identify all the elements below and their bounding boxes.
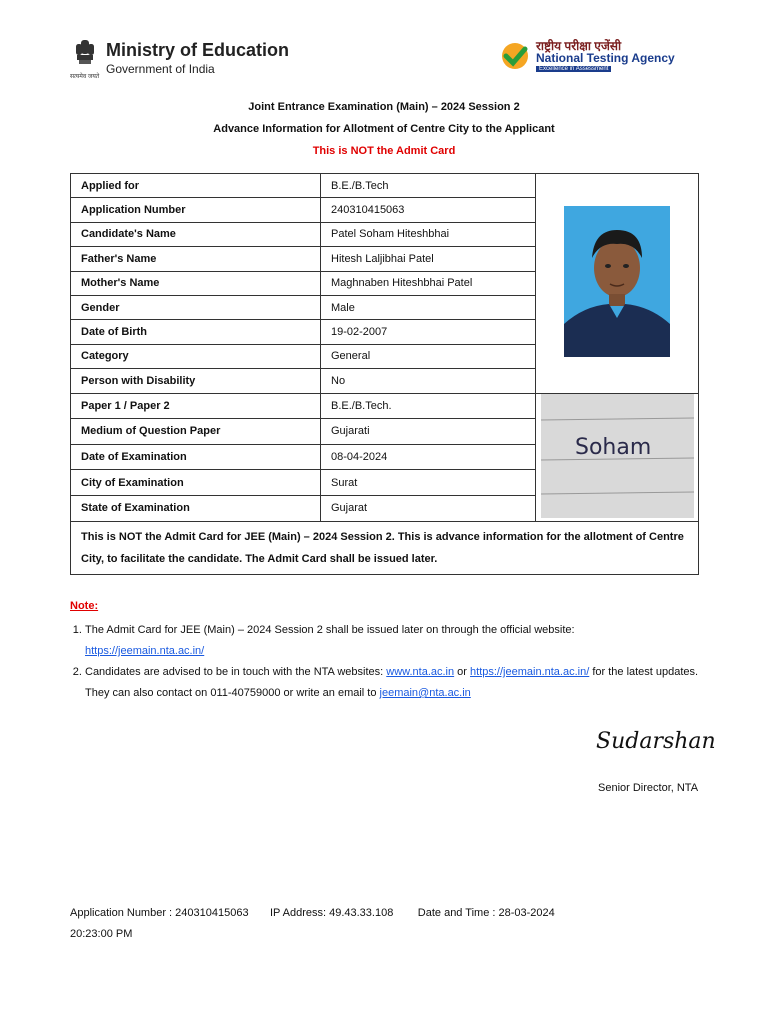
not-admit-card-warning: This is NOT the Admit Card bbox=[312, 145, 456, 157]
signature-mark: Sudarshan bbox=[596, 729, 716, 754]
director-signature bbox=[594, 718, 716, 764]
field-value: Patel Soham Hiteshbhai bbox=[321, 222, 536, 246]
email-link[interactable]: jeemain@nta.ac.in bbox=[379, 687, 471, 699]
nta-tagline: Excellence in Assessment bbox=[536, 66, 611, 72]
nta-logo-icon bbox=[500, 41, 530, 71]
note-item bbox=[85, 620, 715, 662]
candidate-signature-image bbox=[541, 394, 694, 518]
nta-hindi-name: राष्ट्रीय परीक्षा एजेंसी bbox=[536, 39, 622, 53]
photo-cell bbox=[536, 174, 699, 394]
field-label: City of Examination bbox=[71, 470, 321, 496]
field-value: Maghnaben Hiteshbhai Patel bbox=[321, 271, 536, 295]
field-value: B.E./B.Tech bbox=[321, 174, 536, 198]
table-row bbox=[71, 174, 699, 198]
candidate-photo bbox=[564, 206, 670, 357]
candidate-info-table bbox=[70, 173, 699, 575]
field-value: 08-04-2024 bbox=[321, 444, 536, 470]
note-text: Candidates are advised to be in touch with the NTA websites: bbox=[85, 666, 387, 678]
table-row bbox=[71, 393, 699, 419]
table-row bbox=[71, 521, 699, 574]
nta-header bbox=[500, 37, 700, 83]
field-label: Gender bbox=[71, 295, 321, 319]
field-value: 240310415063 bbox=[321, 198, 536, 222]
field-label: Date of Examination bbox=[71, 444, 321, 470]
ministry-header bbox=[70, 38, 290, 82]
field-label: Mother's Name bbox=[71, 271, 321, 295]
field-label: Application Number bbox=[71, 198, 321, 222]
signature-text: Soham bbox=[574, 434, 651, 460]
field-label: Medium of Question Paper bbox=[71, 419, 321, 445]
field-label: Father's Name bbox=[71, 247, 321, 271]
document-title: Advance Information for Allotment of Centre City to the Applicant bbox=[213, 123, 555, 135]
nta-website-link[interactable]: www.nta.ac.in bbox=[386, 666, 455, 678]
field-label: Applied for bbox=[71, 174, 321, 198]
note-text: or bbox=[454, 666, 471, 678]
exam-title: Joint Entrance Examination (Main) – 2024 Session 2 bbox=[248, 101, 520, 113]
signature-cell bbox=[536, 393, 699, 521]
field-label: Candidate's Name bbox=[71, 222, 321, 246]
footer bbox=[70, 903, 555, 945]
jeemain-website-link[interactable]: https://jeemain.nta.ac.in/ bbox=[470, 666, 590, 678]
note-list bbox=[70, 620, 715, 704]
field-value: Gujarat bbox=[321, 495, 536, 521]
note-item bbox=[85, 662, 715, 704]
field-label: Category bbox=[71, 344, 321, 368]
field-label: Person with Disability bbox=[71, 369, 321, 393]
field-label: Paper 1 / Paper 2 bbox=[71, 393, 321, 419]
ministry-title: Ministry of Education bbox=[106, 40, 290, 60]
note-heading: Note: bbox=[70, 600, 99, 612]
footer-date-time: Date and Time : 28-03-2024 20:23:00 PM bbox=[70, 907, 555, 940]
note-text: The Admit Card for JEE (Main) – 2024 Session 2 shall be issued later on through the official website: bbox=[85, 624, 575, 636]
field-value: No bbox=[321, 369, 536, 393]
field-value: General bbox=[321, 344, 536, 368]
footer-application-number: Application Number : 240310415063 bbox=[70, 907, 249, 919]
field-value: B.E./B.Tech. bbox=[321, 393, 536, 419]
nta-english-name: National Testing Agency bbox=[536, 51, 675, 65]
ministry-motto: सत्यमेव जयते bbox=[70, 74, 100, 80]
table-note: This is NOT the Admit Card for JEE (Main) – 2024 Session 2. This is advance information for the allotment of Centre City, to facilitate the candidate. The Admit Card shall be issued later. bbox=[71, 521, 699, 574]
field-value: Surat bbox=[321, 470, 536, 496]
note-text: for the latest updates. They can also contact on 011-40759000 or write an email to bbox=[85, 666, 699, 699]
footer-ip-address: IP Address: 49.43.33.108 bbox=[269, 907, 394, 919]
field-value: Hitesh Laljibhai Patel bbox=[321, 247, 536, 271]
ministry-subtitle: Government of India bbox=[106, 62, 215, 76]
field-value: Male bbox=[321, 295, 536, 319]
signatory-title: Senior Director, NTA bbox=[598, 782, 699, 794]
field-label: State of Examination bbox=[71, 495, 321, 521]
jeemain-link[interactable]: https://jeemain.nta.ac.in/ bbox=[85, 645, 205, 657]
field-label: Date of Birth bbox=[71, 320, 321, 344]
field-value: 19-02-2007 bbox=[321, 320, 536, 344]
field-value: Gujarati bbox=[321, 419, 536, 445]
